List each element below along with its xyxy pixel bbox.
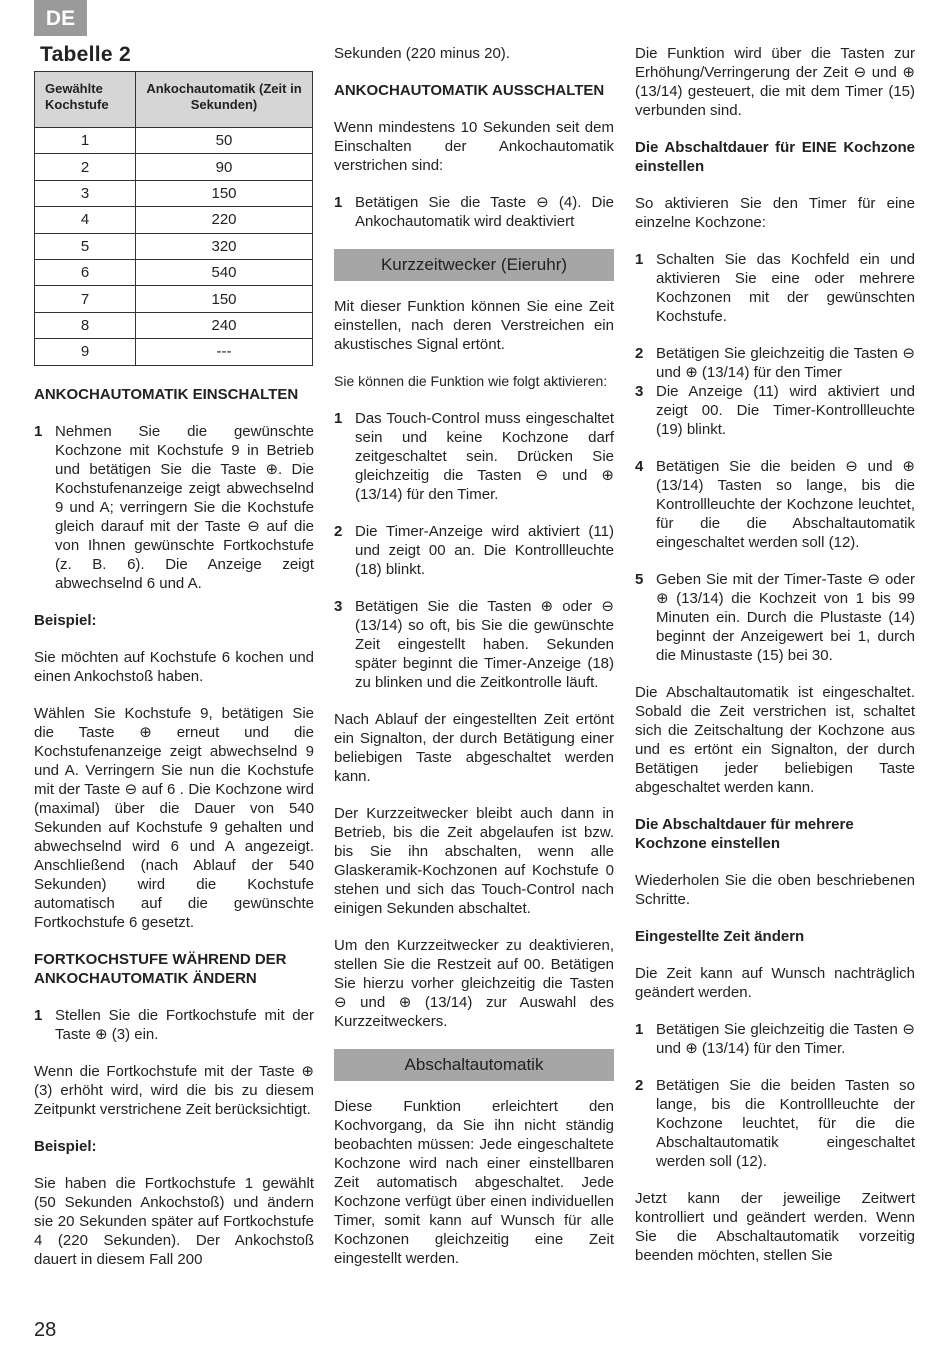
paragraph: Nach Ablauf der eingestellten Zeit ertönt ein Signalton, der durch Betätigung einer beliebigen Taste abgeschaltet werden kann. [334, 711, 614, 785]
step-text: Betätigen Sie die beiden ⊖ und ⊕ (13/14) Tasten so lange, bis die Kontrollleuchte der Kochzone leuchtet, für die die Abschaltautomatik eingeschaltet werden soll (12). [656, 458, 915, 551]
step-text: Betätigen Sie die beiden Tasten so lange, bis die Kontrollleuchte der Kochzone leuchtet, für die die Abschaltautomatik eingeschaltet werden soll (12). [656, 1077, 915, 1170]
language-tab: DE [34, 0, 87, 36]
cell-level: 3 [35, 180, 136, 206]
step-text: Geben Sie mit der Timer-Taste ⊖ oder ⊕ (13/14) die Kochzeit von 1 bis 99 Minuten ein. Durch die Plustaste (14) beginnt der Anzeigewert bei 1, durch die Minustaste (15) bei 30. [656, 571, 915, 664]
paragraph: Die Zeit kann auf Wunsch nachträglich geändert werden. [635, 965, 915, 1001]
paragraph: Diese Funktion erleichtert den Kochvorgang, da Sie ihn nicht ständig beobachten müssen: Jede eingeschaltete Kochzone wird nach einer einstellbaren Zeit automatisch abgeschaltet. Jede Kochzone verfügt über einen individuellen Timer, somit kann auf Wunsch für alle Kochzonen gleichzeitig eine Zeit eingestellt werden. [334, 1098, 614, 1267]
paragraph: Wählen Sie Kochstufe 9, betätigen Sie die Taste ⊕ erneut und die Kochstufenanzeige zeigt abwechselnd 9 und A. Verringern Sie nun die Kochstufe mit der Taste ⊖ auf 6 . Die Kochzone wird (maximal) über die Dauer von 540 Sekunden auf Kochstufe 9 gehalten und abwechselnd wird 6 und A angezeigt. Anschließend (nach Ablauf der 540 Sekunden) wird die Kochstufe automatisch auf die gewünschte Fortkochstufe 6 gesetzt. [34, 704, 314, 931]
table-row [35, 128, 313, 154]
section-heading: Die Abschaltdauer für EINE Kochzone einstellen [635, 139, 915, 175]
cell-level: 5 [35, 233, 136, 259]
numbered-step: 5 Geben Sie mit der Timer-Taste ⊖ oder ⊕ (13/14) die Kochzeit von 1 bis 99 Minuten ein. Durch die Plustaste (14) beginnt der Anzeigewert bei 1, durch die Minustaste (15) bei 30. [635, 571, 915, 664]
table-row [35, 180, 313, 206]
section-heading: Eingestellte Zeit ändern [635, 928, 805, 945]
cell-level: 2 [35, 154, 136, 180]
table-header-time: Ankochautomatik (Zeit in Sekunden) [136, 72, 313, 128]
paragraph: Um den Kurzzeitwecker zu deaktivieren, stellen Sie die Restzeit auf 00. Betätigen Sie hierzu vorher gleichzeitig die Tasten ⊖ und ⊕ (13/14) zur Auswahl des Kurzzeitweckers. [334, 937, 614, 1030]
section-heading: Die Abschaltdauer für mehrere Kochzone einstellen [635, 816, 854, 852]
table-row [35, 312, 313, 338]
paragraph: Sie können die Funktion wie folgt aktivieren: [334, 373, 608, 389]
column-left [34, 44, 314, 1287]
numbered-step: 3 Die Anzeige (11) wird aktiviert und zeigt 00. Die Timer-Kontrollleuchte (19) blinkt. [635, 383, 915, 438]
numbered-step: 1 Betätigen Sie die Taste ⊖ (4). Die Ankochautomatik wird deaktiviert [334, 194, 614, 230]
page-number: 28 [34, 1319, 57, 1341]
example-label: Beispiel: [34, 611, 97, 629]
table-row [35, 233, 313, 259]
paragraph: Wenn mindestens 10 Sekunden seit dem Einschalten der Ankochautomatik verstrichen sind: [334, 119, 614, 174]
cell-level: 9 [35, 339, 136, 365]
step-text: Stellen Sie die Fortkochstufe mit der Taste ⊕ (3) ein. [55, 1006, 314, 1043]
cell-time: --- [136, 339, 313, 365]
cell-level: 1 [35, 128, 136, 154]
numbered-step: 2 Betätigen Sie die beiden Tasten so lange, bis die Kontrollleuchte der Kochzone leuchtet, für die die Abschaltautomatik eingeschaltet werden soll (12). [635, 1077, 915, 1170]
cell-time: 320 [136, 233, 313, 259]
section-heading: ANKOCHAUTOMATIK EINSCHALTEN [34, 385, 299, 403]
step-text: Das Touch-Control muss eingeschaltet sein und keine Kochzone darf zeitgeschaltet sein. Drücken Sie gleichzeitig die Tasten ⊖ und ⊕ (13/14) für den Timer. [355, 410, 614, 503]
table-row [35, 207, 313, 233]
step-text: Betätigen Sie gleichzeitig die Tasten ⊖ und ⊕ (13/14) für den Timer. [656, 1021, 915, 1057]
numbered-step: 1 Nehmen Sie die gewünschte Kochzone mit Kochstufe 9 in Betrieb und betätigen Sie die Taste ⊕. Die Kochstufenanzeige zeigt abwechselnd 9 und A; verringern Sie die Kochstufe gleich darauf mit der Taste ⊖ auf die von Ihnen gewünschte Fortkochstufe (z. B. 6). Die Anzeige zeigt abwechselnd 6 und A. [34, 422, 314, 592]
table-row [35, 286, 313, 312]
step-text: Betätigen Sie die Taste ⊖ (4). Die Ankochautomatik wird deaktiviert [355, 194, 614, 230]
table-title: Tabelle 2 [40, 43, 132, 66]
cell-time: 50 [136, 128, 313, 154]
step-text: Betätigen Sie die Tasten ⊕ oder ⊖ (13/14) so oft, bis Sie die gewünschte Zeit eingestellt haben. Sekunden später beginnt die Timer-Anzeige (18) zu blinken und die Zeitkontrolle läuft. [355, 598, 614, 691]
cooking-level-table [34, 71, 313, 366]
paragraph: So aktivieren Sie den Timer für eine einzelne Kochzone: [635, 195, 915, 231]
cell-time: 540 [136, 259, 313, 285]
paragraph: Sie möchten auf Kochstufe 6 kochen und einen Ankochstoß haben. [34, 648, 314, 685]
paragraph: Der Kurzzeitwecker bleibt auch dann in Betrieb, bis die Zeit abgelaufen ist bzw. bis Sie ihn abschalten, wenn alle Glaskeramik-Kochzonen auf Kochstufe 0 stehen und sich das Touch-Control nach einigen Sekunden abschaltet. [334, 805, 614, 917]
cell-level: 6 [35, 259, 136, 285]
paragraph: Sekunden (220 minus 20). [334, 45, 510, 62]
numbered-step: 1 Betätigen Sie gleichzeitig die Tasten ⊖ und ⊕ (13/14) für den Timer. [635, 1021, 915, 1057]
numbered-step: 1 Stellen Sie die Fortkochstufe mit der Taste ⊕ (3) ein. [34, 1006, 314, 1043]
step-text: Betätigen Sie gleichzeitig die Tasten ⊖ und ⊕ (13/14) für den Timer [656, 345, 915, 381]
step-text: Die Timer-Anzeige wird aktiviert (11) und zeigt 00 an. Die Kontrollleuchte (18) blinkt. [355, 523, 614, 578]
numbered-step: 1 Schalten Sie das Kochfeld ein und aktivieren Sie eine oder mehrere Kochzonen mit der gewünschten Kochstufe. [635, 251, 915, 325]
cell-level: 8 [35, 312, 136, 338]
numbered-step: 4 Betätigen Sie die beiden ⊖ und ⊕ (13/14) Tasten so lange, bis die Kontrollleuchte der Kochzone leuchtet, für die die Abschaltautomatik eingeschaltet werden soll (12). [635, 458, 915, 551]
table-row [35, 339, 313, 365]
column-middle [334, 44, 614, 1286]
numbered-step: 1 Das Touch-Control muss eingeschaltet sein und keine Kochzone darf zeitgeschaltet sein. Drücken Sie gleichzeitig die Tasten ⊖ und ⊕ (13/14) für den Timer. [334, 410, 614, 503]
step-text: Die Anzeige (11) wird aktiviert und zeigt 00. Die Timer-Kontrollleuchte (19) blinkt. [656, 383, 915, 438]
example-label: Beispiel: [34, 1137, 97, 1155]
paragraph: Jetzt kann der jeweilige Zeitwert kontrolliert und geändert werden. Wenn Sie die Abschaltautomatik vorzeitig beenden möchten, stellen Sie [635, 1190, 915, 1264]
section-heading: FORTKOCHSTUFE WÄHREND DER ANKOCHAUTOMATIK ÄNDERN [34, 950, 287, 987]
paragraph: Sie haben die Fortkochstufe 1 gewählt (50 Sekunden Ankochstoß) und ändern sie 20 Sekunden später auf Fortkochstufe 4 (220 Sekunden). Der Ankochstoß dauert in diesem Fall 200 [34, 1174, 314, 1268]
table-row [35, 259, 313, 285]
paragraph: Die Funktion wird über die Tasten zur Erhöhung/Verringerung der Zeit ⊖ und ⊕ (13/14) gesteuert, die mit dem Timer (15) verbunden sind. [635, 45, 915, 119]
paragraph: Wenn die Fortkochstufe mit der Taste ⊕ (3) erhöht wird, wird die bis zu diesem Zeitpunkt verstrichene Zeit berücksichtigt. [34, 1062, 314, 1118]
paragraph: Die Abschaltautomatik ist eingeschaltet. Sobald die Zeit verstrichen ist, schaltet sich die Zeitschaltung der Kochzone aus und es ertönt ein Signalton, der durch Betätigen jeder beliebigen Taste abgeschaltet werden kann. [635, 684, 915, 796]
cell-time: 220 [136, 207, 313, 233]
column-right [635, 44, 915, 1283]
table-header-level: Gewählte Kochstufe [35, 72, 136, 128]
section-heading: ANKOCHAUTOMATIK AUSSCHALTEN [334, 82, 605, 99]
cell-level: 7 [35, 286, 136, 312]
cell-level: 4 [35, 207, 136, 233]
numbered-step: 2 Die Timer-Anzeige wird aktiviert (11) und zeigt 00 an. Die Kontrollleuchte (18) blinkt. [334, 523, 614, 578]
step-text: Schalten Sie das Kochfeld ein und aktivieren Sie eine oder mehrere Kochzonen mit der gewünschten Kochstufe. [656, 251, 915, 325]
section-banner-auto-off: Abschaltautomatik [334, 1049, 614, 1081]
paragraph: Mit dieser Funktion können Sie eine Zeit einstellen, nach deren Verstreichen ein akustisches Signal ertönt. [334, 298, 614, 353]
cell-time: 240 [136, 312, 313, 338]
numbered-step: 3 Betätigen Sie die Tasten ⊕ oder ⊖ (13/14) so oft, bis Sie die gewünschte Zeit eingestellt haben. Sekunden später beginnt die Timer-Anzeige (18) zu blinken und die Zeitkontrolle läuft. [334, 598, 614, 691]
paragraph: Wiederholen Sie die oben beschriebenen Schritte. [635, 872, 915, 908]
cell-time: 150 [136, 180, 313, 206]
step-text: Nehmen Sie die gewünschte Kochzone mit Kochstufe 9 in Betrieb und betätigen Sie die Taste ⊕. Die Kochstufenanzeige zeigt abwechselnd 9 und A; verringern Sie die Kochstufe gleich darauf mit der Taste ⊖ auf die von Ihnen gewünschte Fortkochstufe (z. B. 6). Die Anzeige zeigt abwechselnd 6 und A. [55, 422, 314, 592]
cell-time: 90 [136, 154, 313, 180]
cell-time: 150 [136, 286, 313, 312]
numbered-step: 2 Betätigen Sie gleichzeitig die Tasten ⊖ und ⊕ (13/14) für den Timer [635, 345, 915, 381]
table-row [35, 154, 313, 180]
section-banner-timer: Kurzzeitwecker (Eieruhr) [334, 249, 614, 281]
